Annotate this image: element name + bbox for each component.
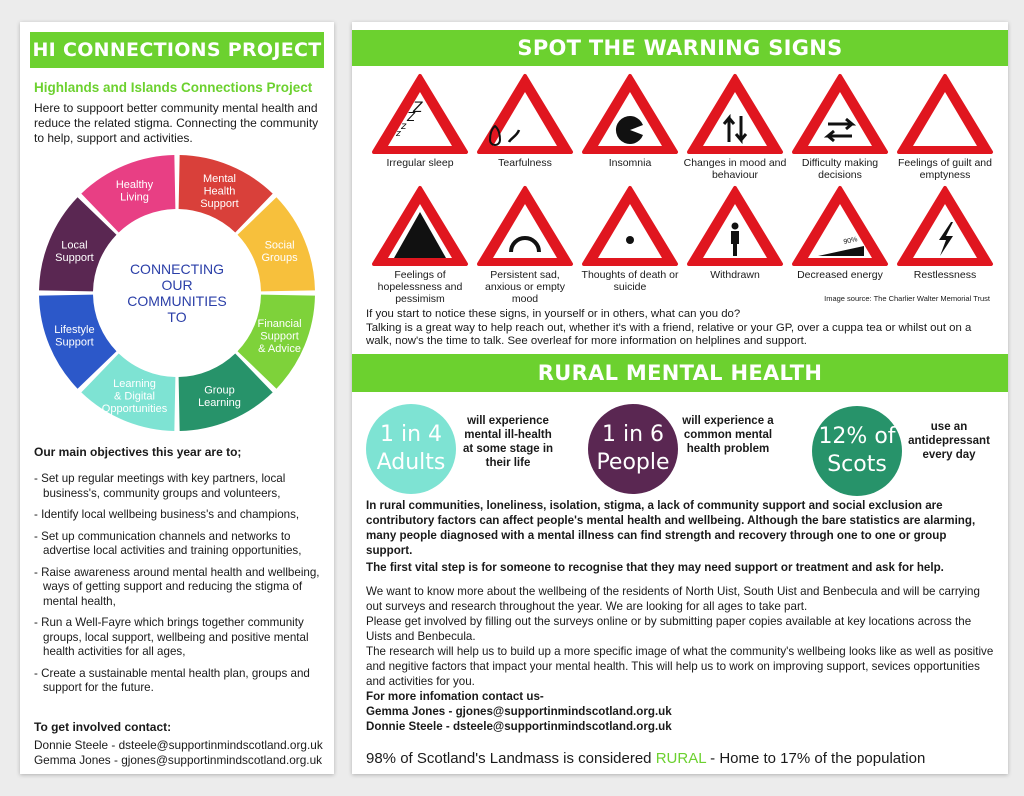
warning-sign <box>683 70 787 181</box>
warning-sign-label: Feelings of hopelessness and pessimism <box>377 269 463 305</box>
footer-text-before: 98% of Scotland's Landmass is considered <box>366 750 656 767</box>
wheel-segment-label: Group <box>204 384 235 397</box>
empty-triangle-icon <box>893 70 997 156</box>
research-line: Please get involved by filling out the surveys online or by submitting paper copies available at key locations across the Uists and Benbecula. <box>366 615 972 643</box>
wheel-center-label: COMMUNITIES <box>127 293 227 309</box>
rural-header: RURAL MENTAL HEALTH <box>352 354 1008 392</box>
left-panel <box>20 22 334 774</box>
wheel-segment-label: Lifestyle <box>54 324 95 337</box>
stat-circle-adults <box>366 404 456 494</box>
stat-big-line: 12% of <box>818 424 896 449</box>
warning-sign-label: Changes in mood and behaviour <box>683 157 787 181</box>
objectives-heading: Our main objectives this year are to; <box>34 445 242 459</box>
notice-text <box>366 308 996 349</box>
warning-sign <box>368 182 472 305</box>
warning-sign-label: Difficulty making decisions <box>801 157 879 181</box>
stat-text-scots: use an antidepressant every day <box>908 421 990 461</box>
wheel-center-label: OUR <box>161 277 193 293</box>
wheel-segment-label: Local <box>61 239 88 252</box>
footer-fact <box>366 750 925 767</box>
zzz-icon <box>368 70 472 156</box>
objective-item: - Set up regular meetings with key partners, local business's, community groups and volunteers, <box>34 472 286 500</box>
objective-item: - Set up communication channels and networks to advertise local activities and training opportunities, <box>34 529 302 557</box>
contact-heading-right: For more infomation contact us- <box>366 690 544 703</box>
wheel-segment-label: Health <box>203 185 236 198</box>
right-panel <box>352 22 1008 774</box>
warning-sign-label: Irregular sleep <box>386 157 454 169</box>
warning-sign <box>788 70 892 181</box>
first-step-paragraph: The first vital step is for someone to recognise that they may need support or treatment and ask for help. <box>366 561 944 574</box>
swap-arrows-icon <box>788 70 892 156</box>
warning-sign <box>578 182 682 293</box>
warning-sign-label: Insomnia <box>608 157 652 169</box>
wheel-segment-label: Learning <box>198 396 241 409</box>
warning-sign <box>683 182 787 281</box>
notice-question: If you start to notice these signs, in yourself or in others, what can you do? <box>366 308 741 320</box>
stat-big-line: People <box>596 450 670 475</box>
research-paragraph <box>366 584 994 734</box>
warning-sign <box>578 70 682 169</box>
left-intro: Here to suppoort better community mental health and reduce the related stigma. Connecting the community to help, support and activities. <box>34 101 319 145</box>
objective-item: - Create a sustainable mental health plan, groups and support for the future. <box>34 666 310 694</box>
warning-sign-label: Restlessness <box>913 269 977 281</box>
svg-text:Z: Z <box>407 110 416 124</box>
contact-donnie: Donnie Steele - dsteele@supportinmindscotland.org.uk <box>34 738 323 752</box>
wheel-segment-label: Support <box>200 197 239 210</box>
wheel-segment-label: Mental <box>202 172 236 185</box>
objective-item: - Run a Well-Fayre which brings together community groups, local support, wellbeing and positive mental health activities for all ages, <box>34 616 309 658</box>
two-way-arrows-icon <box>683 70 787 156</box>
warning-sign <box>368 70 472 169</box>
stat-circle-people <box>588 404 678 494</box>
wheel-segment-label: Financial <box>257 317 302 330</box>
contact-gemma: Gemma Jones - gjones@supportinmindscotland.org.uk <box>34 753 323 767</box>
wheel-center-label: TO <box>167 309 187 325</box>
stat-big-line: 1 in 6 <box>601 422 665 447</box>
stat-text-people: will experience a common mental health problem <box>682 415 774 455</box>
wheel-segment-label: Learning <box>113 378 156 391</box>
svg-text:90%: 90% <box>842 236 859 246</box>
wheel-segment-label: Opportunities <box>101 403 168 416</box>
stat-big-line: Scots <box>827 452 887 477</box>
svg-text:z: z <box>401 121 407 132</box>
tear-icon <box>473 70 577 156</box>
wheel-segment-label: & Digital <box>114 390 156 403</box>
filled-triangle-icon <box>368 182 472 268</box>
warning-sign-label: Decreased energy <box>797 269 883 281</box>
warning-sign <box>893 182 997 281</box>
contact-donnie-right: Donnie Steele - dsteele@supportinmindscotland.org.uk <box>366 720 672 733</box>
stat-big-line: 1 in 4 <box>379 422 443 447</box>
warning-sign-label: Feelings of guilt and emptyness <box>898 157 992 181</box>
wheel-segment-label: Support <box>55 251 94 264</box>
stat-big-line: Adults <box>376 450 446 475</box>
footer-rural-highlight: RURAL <box>655 750 706 767</box>
wheel-segment-label: Groups <box>261 251 298 264</box>
stat-text-adults: will experience mental ill-health at some stage in their life <box>462 415 554 469</box>
research-line: The research will help us to build up a more specific image of what the community's wellbeing looks like as well as positive and negitive factors that impact your mental health. This will help us to work on improving support, sevices opportunities and activities for you. <box>366 645 994 688</box>
objective-item: - Identify local wellbeing business's and champions, <box>34 508 300 521</box>
wheel-segment-label: Living <box>120 191 149 204</box>
svg-text:Z: Z <box>413 100 423 116</box>
contact-heading: To get involved contact: <box>34 720 172 734</box>
image-source: Image source: The Charlier Walter Memorial Trust <box>824 294 990 303</box>
objective-item: - Raise awareness around mental health and wellbeing, ways of getting support and reducing the stigma of mental health, <box>34 565 320 608</box>
objectives-list <box>34 472 326 703</box>
svg-text:z: z <box>396 129 401 139</box>
warning-sign <box>788 182 892 281</box>
warning-sign <box>893 70 997 181</box>
pacman-icon <box>578 70 682 156</box>
footer-text-after: - Home to 17% of the population <box>706 750 926 767</box>
warning-sign-label: Withdrawn <box>710 269 760 281</box>
connections-wheel <box>36 152 318 434</box>
stat-circle-scots <box>812 406 902 496</box>
warning-sign-label: Persistent sad, anxious or empty mood <box>485 269 565 305</box>
wheel-segment-label: Support <box>55 336 94 349</box>
rural-paragraph: In rural communities, loneliness, isolation, stigma, a lack of community support and social exclusion are contributory factors can affect people's mental health and wellbeing. Although the bare statistics are alarming, many people diagnosed with a mental illness can find strength and recovery through one to one or group support. <box>366 499 976 557</box>
warning-sign <box>473 70 577 169</box>
warning-sign <box>473 182 577 305</box>
warning-sign-label: Thoughts of death or suicide <box>581 269 679 293</box>
notice-advice: Talking is a great way to help reach out, whether it's with a friend, relative or your GP, over a cuppa tea or whilst out on a walk, now's the time to talk. See overleaf for more information on helplines and support. <box>366 321 972 347</box>
left-header: HI CONNECTIONS PROJECT <box>30 32 324 68</box>
warning-signs-header: SPOT THE WARNING SIGNS <box>352 30 1008 66</box>
wheel-segment-label: Social <box>264 239 295 252</box>
research-line: We want to know more about the wellbeing of the residents of North Uist, South Uist and Benbecula and will be carrying out surveys and research throughout the year. We are looking for all ages to take part. <box>366 585 980 613</box>
warning-sign-label: Tearfulness <box>498 157 552 169</box>
dot-icon <box>578 182 682 268</box>
wheel-segment-label: Healthy <box>115 179 154 192</box>
person-icon <box>683 182 787 268</box>
lightning-icon <box>893 182 997 268</box>
contact-gemma-right: Gemma Jones - gjones@supportinmindscotland.org.uk <box>366 705 672 718</box>
wheel-segment-label: Support <box>260 330 299 343</box>
wheel-center-label: CONNECTING <box>129 261 225 277</box>
left-subtitle: Highlands and Islands Connections Project <box>34 80 313 95</box>
wheel-segment-label: & Advice <box>258 342 301 355</box>
slope-icon <box>788 182 892 268</box>
frown-arc-icon <box>473 182 577 268</box>
